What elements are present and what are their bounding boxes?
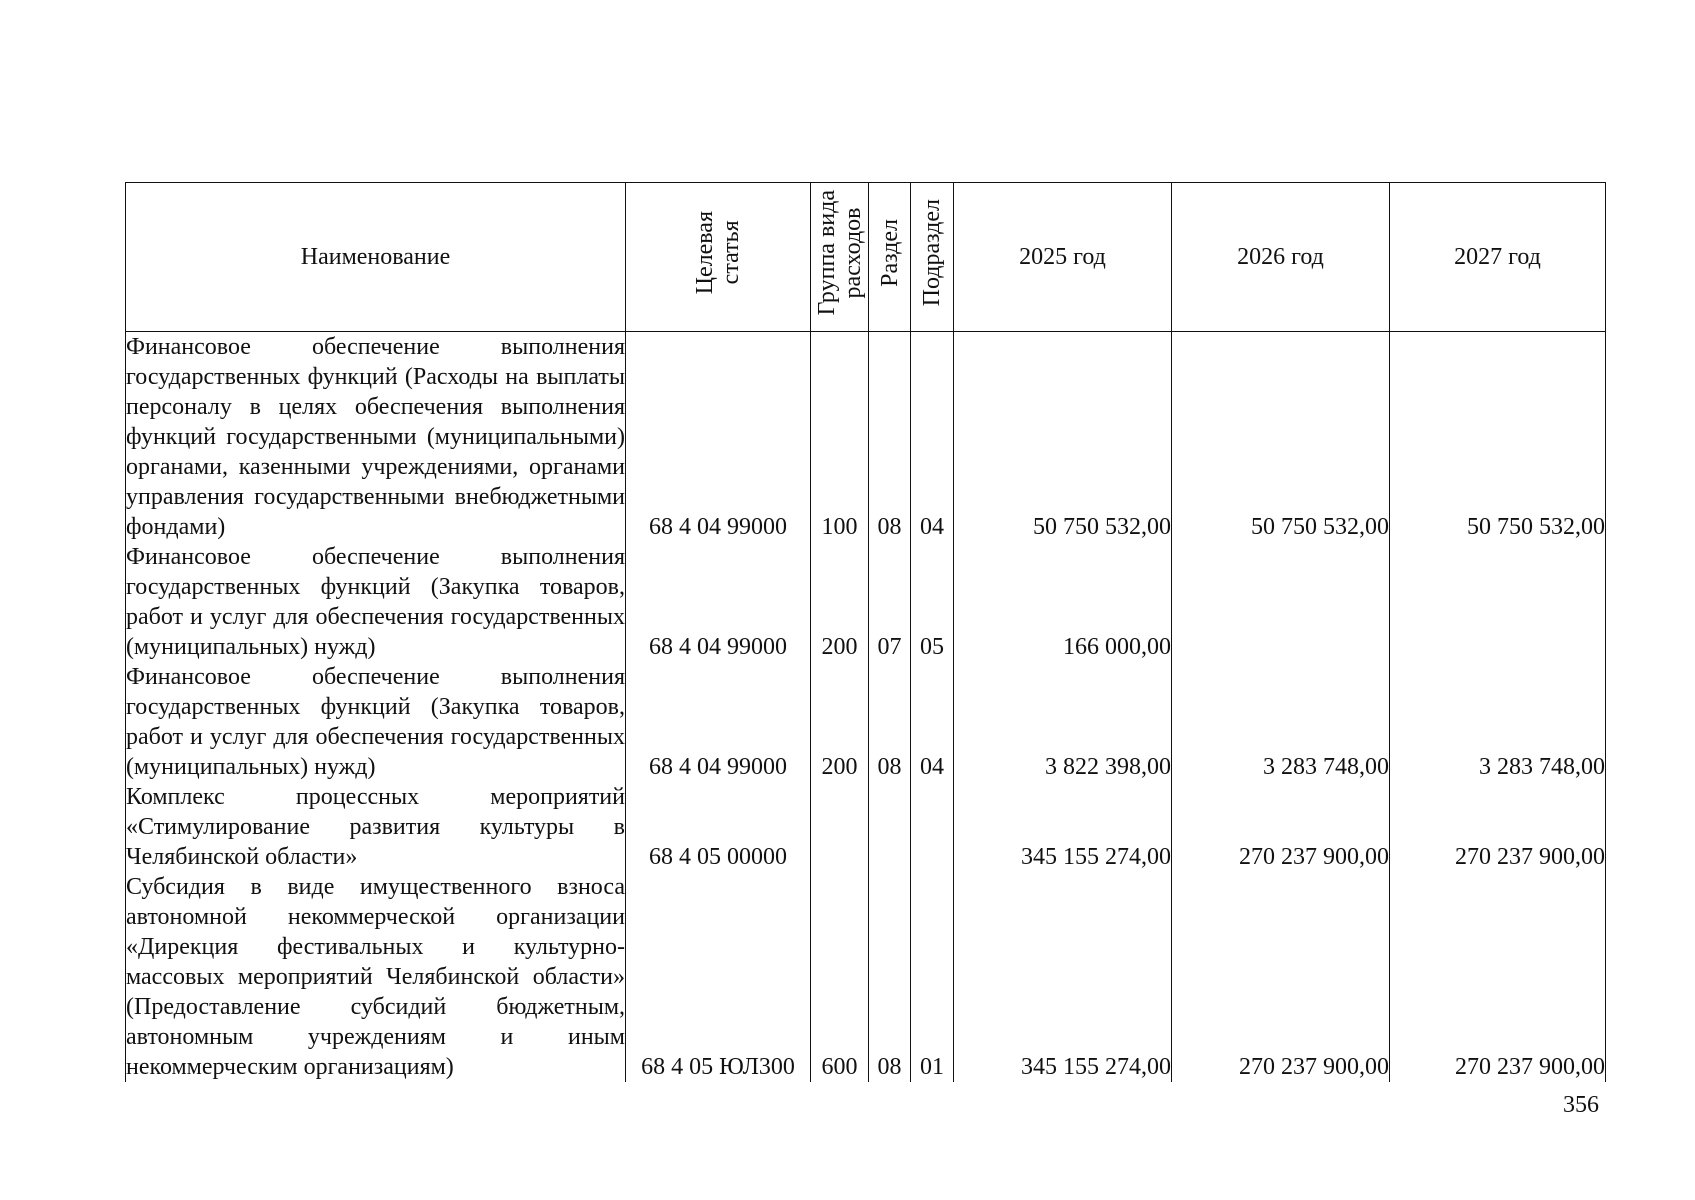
row-section: 08 xyxy=(869,332,911,543)
header-name-label: Наименование xyxy=(300,244,451,270)
row-amount-2027: 50 750 532,00 xyxy=(1390,332,1606,543)
row-section xyxy=(869,782,911,872)
row-amount-2025: 166 000,00 xyxy=(954,542,1172,662)
table-row xyxy=(126,542,1606,662)
row-target-article: 68 4 05 ЮЛ300 xyxy=(626,872,811,1082)
row-subsection: 04 xyxy=(911,332,954,543)
row-subsection: 05 xyxy=(911,542,954,662)
budget-table xyxy=(125,182,1606,1082)
row-subsection xyxy=(911,782,954,872)
header-expense-group xyxy=(811,183,869,332)
row-name: Комплекс процессных мероприятий «Стимулирование развития культуры в Челябинской области» xyxy=(126,784,625,870)
row-amount-2026: 270 237 900,00 xyxy=(1172,782,1390,872)
row-expense-group: 200 xyxy=(811,542,869,662)
row-amount-2027: 3 283 748,00 xyxy=(1390,662,1606,782)
header-2025 xyxy=(954,183,1172,332)
row-expense-group: 100 xyxy=(811,332,869,543)
header-target-article-label: Целевая статья xyxy=(692,211,744,295)
header-2026-label: 2026 год xyxy=(1237,244,1324,270)
page-number: 356 xyxy=(1563,1092,1599,1118)
header-section-label: Раздел xyxy=(876,219,903,287)
row-amount-2027: 270 237 900,00 xyxy=(1390,782,1606,872)
row-amount-2026: 270 237 900,00 xyxy=(1172,872,1390,1082)
row-name: Субсидия в виде имущественного взноса автономной некоммерческой организации «Дирекция фестивальных и культурно-массовых мероприятий Челябинской области» (Предоставление субсидий бюджетным, автономным учреждениям и иным некоммерческим организациям) xyxy=(126,874,625,1080)
row-section: 08 xyxy=(869,662,911,782)
row-name: Финансовое обеспечение выполнения государственных функций (Закупка товаров, работ и услуг для обеспечения государственных (муниципальных) нужд) xyxy=(126,664,625,780)
row-target-article: 68 4 05 00000 xyxy=(626,782,811,872)
row-amount-2027 xyxy=(1390,542,1606,662)
row-subsection: 04 xyxy=(911,662,954,782)
row-amount-2026: 50 750 532,00 xyxy=(1172,332,1390,543)
table-row xyxy=(126,662,1606,782)
row-section: 08 xyxy=(869,872,911,1082)
header-2025-label: 2025 год xyxy=(1019,244,1106,270)
row-section: 07 xyxy=(869,542,911,662)
header-subsection xyxy=(911,183,954,332)
header-target-article xyxy=(626,183,811,332)
row-name: Финансовое обеспечение выполнения государственных функций (Расходы на выплаты персоналу в целях обеспечения выполнения функций государственными (муниципальными) органами, казенными учреждениями, органами управления государственными внебюджетными фондами) xyxy=(126,332,626,543)
row-subsection: 01 xyxy=(911,872,954,1082)
row-amount-2025: 50 750 532,00 xyxy=(954,332,1172,543)
row-amount-2026: 3 283 748,00 xyxy=(1172,662,1390,782)
header-name xyxy=(126,183,626,332)
row-amount-2025: 345 155 274,00 xyxy=(954,872,1172,1082)
row-amount-2026 xyxy=(1172,542,1390,662)
row-name: Финансовое обеспечение выполнения государственных функций (Закупка товаров, работ и услуг для обеспечения государственных (муниципальных) нужд) xyxy=(126,544,625,660)
table-header xyxy=(126,183,1606,332)
header-section xyxy=(869,183,911,332)
row-expense-group: 600 xyxy=(811,872,869,1082)
row-expense-group: 200 xyxy=(811,662,869,782)
row-expense-group xyxy=(811,782,869,872)
header-row xyxy=(126,183,1606,332)
table-row xyxy=(126,332,1606,543)
header-2027 xyxy=(1390,183,1606,332)
header-subsection-label: Подраздел xyxy=(919,199,945,307)
row-target-article: 68 4 04 99000 xyxy=(626,332,811,543)
header-expense-group-label: Группа вида расходов xyxy=(813,190,866,316)
table-row xyxy=(126,872,1606,1082)
row-amount-2025: 3 822 398,00 xyxy=(954,662,1172,782)
table-body xyxy=(126,332,1606,1083)
header-2026 xyxy=(1172,183,1390,332)
row-target-article: 68 4 04 99000 xyxy=(626,542,811,662)
table-row xyxy=(126,782,1606,872)
row-amount-2025: 345 155 274,00 xyxy=(954,782,1172,872)
row-target-article: 68 4 04 99000 xyxy=(626,662,811,782)
header-2027-label: 2027 год xyxy=(1454,244,1541,270)
row-amount-2027: 270 237 900,00 xyxy=(1390,872,1606,1082)
